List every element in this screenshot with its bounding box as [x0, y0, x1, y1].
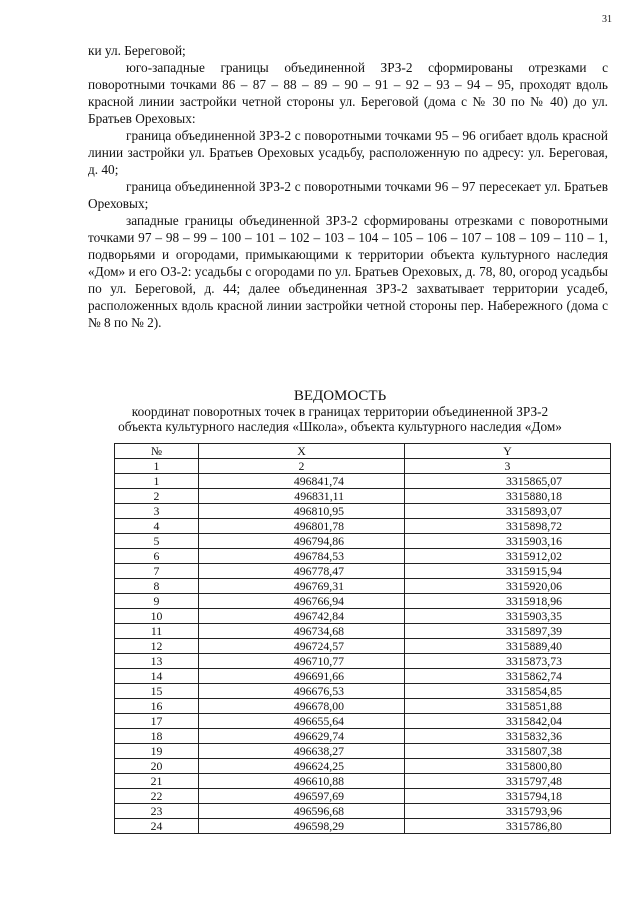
paragraph: граница объединенной ЗРЗ-2 с поворотными точками 95 – 96 огибает вдоль красной линии застройки ул. Братьев Ореховых усадьбу, расположенную по адресу: ул. Береговая, д. 40;	[88, 128, 608, 177]
x-coordinate: 496734,68	[199, 624, 405, 639]
x-coordinate: 496678,00	[199, 699, 405, 714]
table-row	[115, 774, 611, 789]
x-coordinate: 496676,53	[199, 684, 405, 699]
table-row	[115, 684, 611, 699]
y-coordinate: 3315898,72	[405, 519, 611, 534]
x-coordinate: 496624,25	[199, 759, 405, 774]
coordinates-table	[114, 443, 611, 834]
table-row	[115, 744, 611, 759]
point-number: 15	[115, 684, 199, 699]
table-row	[115, 819, 611, 834]
x-coordinate: 496794,86	[199, 534, 405, 549]
x-coordinate: 496691,66	[199, 669, 405, 684]
y-coordinate: 3315873,73	[405, 654, 611, 669]
header-y: Y	[405, 444, 611, 459]
point-number: 17	[115, 714, 199, 729]
point-number: 24	[115, 819, 199, 834]
y-coordinate: 3315912,02	[405, 549, 611, 564]
x-coordinate: 496766,94	[199, 594, 405, 609]
x-coordinate: 496841,74	[199, 474, 405, 489]
paragraph: западные границы объединенной ЗРЗ-2 сформированы отрезками с поворотными точками 97 – 98 – 99 – 100 – 101 – 102 – 103 – 104 – 105 – 106 – 107 – 108 – 109 – 110 – 1, подворьями и огородами, примыкающими к территории объекта культурного наследия «Дом» и его ОЗ-2: усадьбы с огородами по ул. Братьев Ореховых, д. 78, 80, огород усадьбы по ул. Береговой, д. 44; далее объединенная ЗРЗ-2 захватывает территории усадеб, расположенных вдоль красной линии застройки четной стороны пер. Набережного (дома с № 8 по № 2).	[88, 213, 608, 330]
statement-subtitle-line-2: объекта культурного наследия «Школа», объекта культурного наследия «Дом»	[118, 419, 562, 434]
table-row	[115, 759, 611, 774]
point-number: 21	[115, 774, 199, 789]
point-number: 7	[115, 564, 199, 579]
paragraph: ки ул. Береговой;	[88, 43, 186, 58]
point-number: 19	[115, 744, 199, 759]
y-coordinate: 3315842,04	[405, 714, 611, 729]
x-coordinate: 496801,78	[199, 519, 405, 534]
point-number: 6	[115, 549, 199, 564]
y-coordinate: 3315794,18	[405, 789, 611, 804]
y-coordinate: 3315880,18	[405, 489, 611, 504]
y-coordinate: 3315797,48	[405, 774, 611, 789]
y-coordinate: 3315918,96	[405, 594, 611, 609]
table-row	[115, 609, 611, 624]
y-coordinate: 3315854,85	[405, 684, 611, 699]
x-coordinate: 496655,64	[199, 714, 405, 729]
y-coordinate: 3315897,39	[405, 624, 611, 639]
x-coordinate: 496629,74	[199, 729, 405, 744]
y-coordinate: 3315903,16	[405, 534, 611, 549]
coordinates-table-body	[115, 474, 611, 834]
statement-heading	[70, 388, 610, 434]
point-number: 4	[115, 519, 199, 534]
paragraph: юго-западные границы объединенной ЗРЗ-2 сформированы отрезками с поворотными точками 86 – 87 – 88 – 89 – 90 – 91 – 92 – 93 – 94 – 95, проходят вдоль красной линии застройки четной стороны ул. Береговой (дома с № 30 по № 40) до ул. Братьев Ореховых:	[88, 60, 608, 126]
point-number: 14	[115, 669, 199, 684]
y-coordinate: 3315915,94	[405, 564, 611, 579]
table-row	[115, 594, 611, 609]
y-coordinate: 3315807,38	[405, 744, 611, 759]
y-coordinate: 3315851,88	[405, 699, 611, 714]
table-row	[115, 714, 611, 729]
y-coordinate: 3315832,36	[405, 729, 611, 744]
column-index-1: 1	[115, 459, 199, 474]
table-row	[115, 489, 611, 504]
y-coordinate: 3315800,80	[405, 759, 611, 774]
point-number: 22	[115, 789, 199, 804]
x-coordinate: 496831,11	[199, 489, 405, 504]
table-row	[115, 549, 611, 564]
y-coordinate: 3315920,06	[405, 579, 611, 594]
x-coordinate: 496742,84	[199, 609, 405, 624]
x-coordinate: 496784,53	[199, 549, 405, 564]
point-number: 9	[115, 594, 199, 609]
table-row	[115, 474, 611, 489]
y-coordinate: 3315903,35	[405, 609, 611, 624]
point-number: 12	[115, 639, 199, 654]
table-row	[115, 654, 611, 669]
paragraph: граница объединенной ЗРЗ-2 с поворотными точками 96 – 97 пересекает ул. Братьев Ореховых;	[88, 179, 608, 211]
point-number: 16	[115, 699, 199, 714]
y-coordinate: 3315889,40	[405, 639, 611, 654]
x-coordinate: 496810,95	[199, 504, 405, 519]
y-coordinate: 3315893,07	[405, 504, 611, 519]
point-number: 2	[115, 489, 199, 504]
point-number: 23	[115, 804, 199, 819]
x-coordinate: 496598,29	[199, 819, 405, 834]
y-coordinate: 3315865,07	[405, 474, 611, 489]
table-row	[115, 639, 611, 654]
point-number: 8	[115, 579, 199, 594]
y-coordinate: 3315793,96	[405, 804, 611, 819]
table-row	[115, 624, 611, 639]
table-row	[115, 564, 611, 579]
point-number: 3	[115, 504, 199, 519]
x-coordinate: 496610,88	[199, 774, 405, 789]
table-row	[115, 699, 611, 714]
x-coordinate: 496710,77	[199, 654, 405, 669]
statement-title: ВЕДОМОСТЬ	[293, 388, 387, 404]
point-number: 11	[115, 624, 199, 639]
table-row	[115, 519, 611, 534]
table-column-index-row	[115, 459, 611, 474]
point-number: 18	[115, 729, 199, 744]
header-x: X	[199, 444, 405, 459]
table-row	[115, 534, 611, 549]
point-number: 13	[115, 654, 199, 669]
table-row	[115, 804, 611, 819]
x-coordinate: 496597,69	[199, 789, 405, 804]
table-row	[115, 504, 611, 519]
point-number: 10	[115, 609, 199, 624]
header-number: №	[115, 444, 199, 459]
point-number: 1	[115, 474, 199, 489]
x-coordinate: 496724,57	[199, 639, 405, 654]
point-number: 20	[115, 759, 199, 774]
body-text	[88, 42, 608, 331]
x-coordinate: 496778,47	[199, 564, 405, 579]
column-index-3: 3	[405, 459, 611, 474]
table-row	[115, 669, 611, 684]
x-coordinate: 496596,68	[199, 804, 405, 819]
page-number: 31	[602, 14, 612, 25]
table-header-row	[115, 444, 611, 459]
y-coordinate: 3315786,80	[405, 819, 611, 834]
x-coordinate: 496638,27	[199, 744, 405, 759]
table-row	[115, 579, 611, 594]
y-coordinate: 3315862,74	[405, 669, 611, 684]
statement-subtitle-line-1: координат поворотных точек в границах территории объединенной ЗРЗ-2	[131, 404, 549, 419]
table-row	[115, 789, 611, 804]
point-number: 5	[115, 534, 199, 549]
column-index-2: 2	[199, 459, 405, 474]
table-row	[115, 729, 611, 744]
x-coordinate: 496769,31	[199, 579, 405, 594]
